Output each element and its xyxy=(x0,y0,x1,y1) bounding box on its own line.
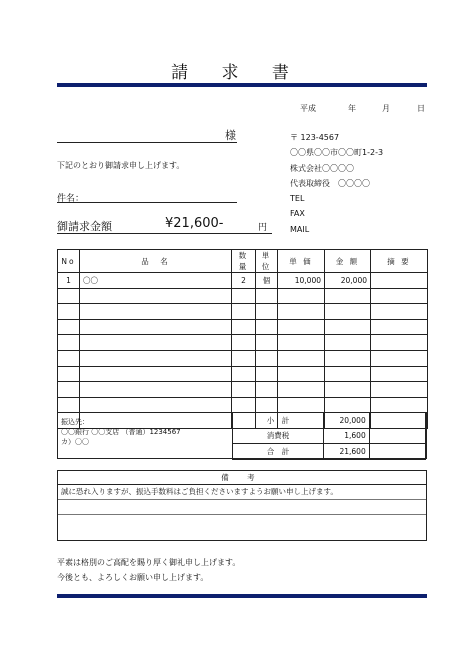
subtotal-note xyxy=(369,413,425,428)
table-row xyxy=(58,382,428,398)
cell-qty xyxy=(232,350,256,366)
sender-block xyxy=(290,130,383,237)
sender-address: 〇〇県〇〇市〇〇町1-2-3 xyxy=(290,148,384,158)
sender-postal: 〒 123-4567 xyxy=(290,133,340,142)
cell-no xyxy=(58,350,80,366)
cell-qty xyxy=(232,288,256,304)
tax-value: 1,600 xyxy=(323,428,369,444)
closing-line-1: 平素は格別のご高配を賜り厚く御礼申し上げます。 xyxy=(57,558,241,567)
subject-line xyxy=(57,202,237,203)
header-amount: 金 額 xyxy=(325,250,371,273)
cell-price: 10,000 xyxy=(278,273,325,289)
total-line xyxy=(57,233,272,234)
date-day: 日 xyxy=(417,104,425,113)
cell-amount xyxy=(325,382,371,398)
table-row xyxy=(58,350,428,366)
cell-item xyxy=(80,304,232,320)
total-unit: 円 xyxy=(258,223,268,233)
cell-no xyxy=(58,304,80,320)
cell-note xyxy=(371,397,428,413)
bank-holder: カ）〇〇 xyxy=(61,438,89,446)
items-table xyxy=(57,249,428,429)
cell-note xyxy=(371,366,428,382)
cell-note xyxy=(371,273,428,289)
date-era: 平成 xyxy=(300,104,316,113)
subtotal-value: 20,000 xyxy=(323,413,369,428)
remarks-text: 誠に恐れ入りますが、振込手数料はご負担くださいますようお願い申し上げます。 xyxy=(58,485,426,500)
cell-item xyxy=(80,288,232,304)
cell-unit xyxy=(256,350,278,366)
cell-no xyxy=(58,319,80,335)
cell-qty xyxy=(232,397,256,413)
cell-unit: 個 xyxy=(256,273,278,289)
grand-total-label: 合 計 xyxy=(233,444,324,460)
table-row xyxy=(58,366,428,382)
cell-note xyxy=(371,304,428,320)
cell-no xyxy=(58,397,80,413)
header-no: No xyxy=(58,250,80,273)
recipient-honorific: 様 xyxy=(225,129,236,142)
document-title: 請 求 書 xyxy=(171,63,303,83)
cell-price xyxy=(278,350,325,366)
cell-no xyxy=(58,382,80,398)
cell-item xyxy=(80,319,232,335)
grand-total-value: 21,600 xyxy=(323,444,369,460)
sender-company: 株式会社〇〇〇〇 xyxy=(290,163,354,173)
cell-amount xyxy=(325,397,371,413)
closing-line-2: 今後とも、よろしくお願い申し上げます。 xyxy=(57,573,209,582)
cell-price xyxy=(278,366,325,382)
cell-item xyxy=(80,366,232,382)
bank-account: 〇〇銀行 〇〇支店 （普通）1234567 xyxy=(61,428,181,436)
cell-note xyxy=(371,288,428,304)
tax-label: 消費税 xyxy=(233,428,324,444)
cell-price xyxy=(278,288,325,304)
cell-amount: 20,000 xyxy=(325,273,371,289)
summary-table xyxy=(232,413,426,460)
tax-row xyxy=(233,428,426,444)
cell-note xyxy=(371,382,428,398)
date-month: 月 xyxy=(382,104,390,113)
sender-tel: TEL xyxy=(290,194,305,204)
sender-mail: MAIL xyxy=(290,224,310,234)
cell-price xyxy=(278,304,325,320)
header-note: 摘 要 xyxy=(371,250,428,273)
bank-label: 振込先： xyxy=(61,418,89,426)
table-row xyxy=(58,288,428,304)
cell-no xyxy=(58,335,80,351)
sender-representative: 代表取締役 〇〇〇〇 xyxy=(290,178,370,188)
recipient-line xyxy=(57,142,237,143)
cell-no xyxy=(58,288,80,304)
cell-note xyxy=(371,350,428,366)
cell-amount xyxy=(325,319,371,335)
cell-item: 〇〇 xyxy=(80,273,232,289)
cell-note xyxy=(371,335,428,351)
cell-price xyxy=(278,319,325,335)
remarks-box xyxy=(57,470,427,541)
table-row xyxy=(58,319,428,335)
cell-item xyxy=(80,382,232,398)
cell-unit xyxy=(256,319,278,335)
header-item: 品 名 xyxy=(80,250,232,273)
cell-price xyxy=(278,335,325,351)
bottom-divider xyxy=(57,594,427,598)
cell-unit xyxy=(256,288,278,304)
subtotal-label: 小 計 xyxy=(233,413,324,428)
cell-item xyxy=(80,350,232,366)
cell-qty xyxy=(232,382,256,398)
cell-qty xyxy=(232,304,256,320)
table-row xyxy=(58,304,428,320)
cell-unit xyxy=(256,335,278,351)
remarks-label: 備 考 xyxy=(58,471,426,485)
cell-amount xyxy=(325,288,371,304)
cell-unit xyxy=(256,382,278,398)
cell-amount xyxy=(325,304,371,320)
table-row xyxy=(58,397,428,413)
remarks-line xyxy=(58,500,426,515)
table-row xyxy=(58,273,428,289)
cell-qty: 2 xyxy=(232,273,256,289)
subtotal-row xyxy=(233,413,426,428)
subject-label: 件名： xyxy=(57,194,85,204)
summary-block xyxy=(57,413,427,459)
cell-no: 1 xyxy=(58,273,80,289)
grand-total-note xyxy=(369,444,425,460)
cell-amount xyxy=(325,350,371,366)
grand-total-row xyxy=(233,444,426,460)
total-amount: ¥21,600- xyxy=(165,216,224,231)
cell-amount xyxy=(325,366,371,382)
sender-fax: FAX xyxy=(290,209,305,219)
cell-no xyxy=(58,366,80,382)
header-qty: 数量 xyxy=(232,250,256,273)
cell-unit xyxy=(256,304,278,320)
cell-price xyxy=(278,397,325,413)
cell-qty xyxy=(232,335,256,351)
tax-note xyxy=(369,428,425,444)
cell-item xyxy=(80,397,232,413)
remarks-line xyxy=(58,515,426,529)
cell-qty xyxy=(232,366,256,382)
cell-item xyxy=(80,335,232,351)
header-unit: 単位 xyxy=(256,250,278,273)
date-year: 年 xyxy=(348,104,356,113)
table-header-row xyxy=(58,250,428,273)
cell-qty xyxy=(232,319,256,335)
cell-unit xyxy=(256,366,278,382)
top-divider xyxy=(57,83,427,87)
cell-note xyxy=(371,319,428,335)
cell-amount xyxy=(325,335,371,351)
intro-text: 下記のとおり御請求申し上げます。 xyxy=(57,161,185,170)
header-price: 単 価 xyxy=(278,250,325,273)
bank-info xyxy=(61,417,231,447)
date-line xyxy=(300,103,428,115)
cell-price xyxy=(278,382,325,398)
total-label: 御請求金額 xyxy=(57,220,112,233)
cell-unit xyxy=(256,397,278,413)
table-row xyxy=(58,335,428,351)
